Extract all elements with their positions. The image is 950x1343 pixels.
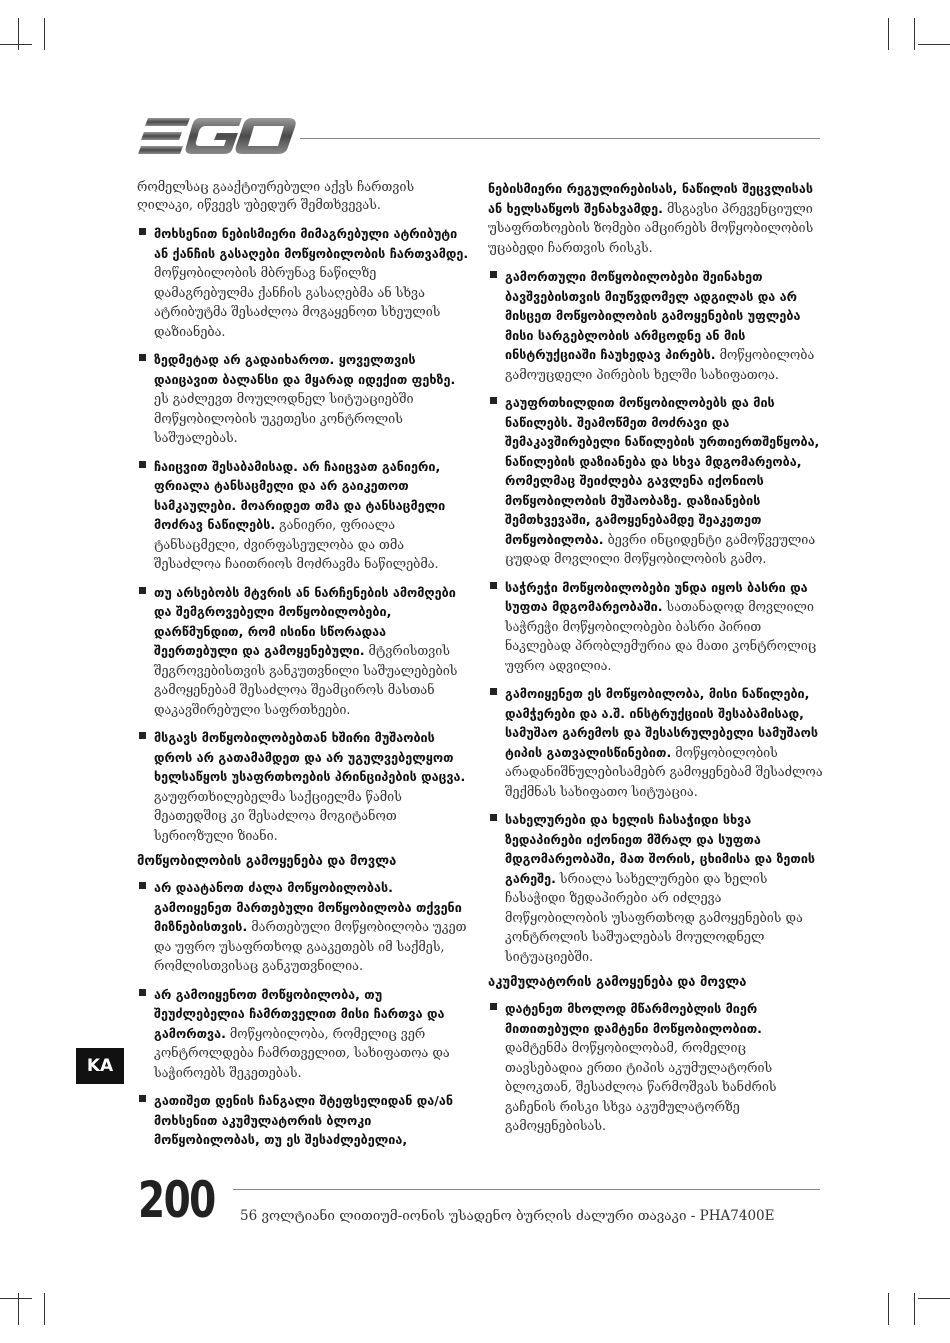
crop-mark: [918, 44, 950, 45]
crop-mark: [918, 1298, 950, 1299]
list-item: [137, 223, 472, 340]
list-item: [137, 349, 472, 447]
right-column: [488, 178, 823, 1144]
continued-text: რომელსაც გააქტიურებული აქვს ჩართვის ღილაკი, იწვევს უბედურ შემთხვევას.: [137, 179, 415, 212]
crop-mark: [0, 1298, 32, 1299]
bullet-icon: [139, 989, 146, 996]
list-item: [137, 1090, 472, 1149]
bullet-icon: [139, 882, 146, 889]
list-item: [488, 998, 823, 1135]
crop-mark: [44, 18, 45, 50]
item-bold: სახელურები და ხელის ჩასაჭიდი სხვა ზედაპირები იქონიეთ მშრალ და სუფთა მდგომარეობაში, მათ შორის, ცხიმისა და ზეთის გარეშე.: [505, 812, 816, 886]
bullet-icon: [139, 461, 146, 468]
footer-rule: [233, 1189, 820, 1190]
item-bold: დატენეთ მხოლოდ მწარმოებლის მიერ მითითებული დამტენი მოწყობილობით.: [505, 1001, 762, 1036]
bullet-icon: [139, 354, 146, 361]
list-item: [137, 877, 472, 975]
item-text: ბევრი ინციდენტი გამოწვეულია ცუდად მოვლილი მოწყობილობის გამო.: [505, 531, 816, 566]
item-text: გაუფრთხილებელმა საქციელმა წამის მეათედშიც კი შესაძლოა მოგიტანოთ სერიოზული ზიანი.: [154, 788, 402, 843]
item-bold: თუ არსებობს მტვრის ან ნარჩენების ამომღები და შემგროვებელი მოწყობილობები, დარწმუნდით, რომ ისინი სწორადაა შეერთებული და გამოყენებული.: [154, 584, 456, 658]
list-item: [488, 392, 823, 568]
left-column: [137, 178, 472, 1158]
bullet-icon: [139, 1095, 146, 1102]
item-text: სრიალა სახელურები და ხელის ჩასაჭიდი ზედაპირები არ იძლევა მოწყობილობის უსაფრთხოდ გამოყენების და კონტროლის საშუალებას მოულოდნელ სიტუაციებში.: [505, 870, 803, 964]
continued-text: [488, 178, 823, 256]
bullet-icon: [490, 1003, 497, 1010]
bullet-icon: [490, 582, 497, 589]
crop-mark: [18, 18, 19, 50]
tool-use-list: [137, 877, 472, 1149]
header-rule: [300, 138, 820, 139]
crop-mark: [914, 1293, 915, 1325]
list-item: [488, 266, 823, 383]
item-bold: არ გამოიყენოთ მოწყობილობა, თუ შეუძლებელია ჩამრთველით მისი ჩართვა და გამორთვა.: [154, 986, 445, 1041]
bullet-icon: [490, 814, 497, 821]
section-title: აკუმულატორის გამოყენება და მოვლა: [488, 975, 747, 990]
item-bold: ზედმეტად არ გადაიხაროთ. ყოველთვის დაიცავით ბალანსი და მყარად იდექით ფეხზე.: [154, 352, 456, 387]
safety-list: [488, 266, 823, 965]
item-text: მართებული მოწყობილობა უკეთ და უფრო უსაფრთხოდ გააკეთებს იმ საქმეს, რომლისთვისაც განკუთვნილია.: [154, 919, 467, 973]
safety-list: [137, 223, 472, 844]
list-item: [137, 984, 472, 1082]
item-text: მოწყობილობა, რომელიც ვერ კონტროლდება ჩამრთველით, სახიფათოა და საჭიროებს შეკეთებას.: [154, 1025, 450, 1080]
bullet-icon: [490, 397, 497, 404]
item-text: ეს გაძლევთ მოულოდნელ სიტუაციებში მოწყობილობის უკეთესი კონტროლის საშუალებას.: [154, 391, 414, 445]
bullet-icon: [490, 688, 497, 695]
list-item: [488, 683, 823, 800]
item-bold: გამორთული მოწყობილობები შეინახეთ ბავშვებისთვის მიუწვდომელ ადგილას და არ მისცეთ მოწყობილობის გამოყენების უფლება მისი სარგებლობის არმცოდნე ან მის ინსტრუქციაში ჩაუხედავ პირებს.: [505, 269, 801, 362]
list-item: [137, 582, 472, 719]
item-bold: მსგავს მოწყობილობებთან ხშირი მუშაობის დროს არ გათამამდეთ და არ უგულვებელყოთ ხელსაწყოს უსაფრთხოების პრინციპების დაცვა.: [154, 730, 466, 784]
list-item: [488, 577, 823, 675]
list-item: [137, 727, 472, 844]
bullet-icon: [139, 587, 146, 594]
item-text: დამტენმა მოწყობილობამ, რომელიც თავსებადია ერთი ტიპის აკუმულატორის ბლოკთან, შესაძლოა წარმოშვას ხანძრის გაჩენის რისკი სხვა აკუმულატორზე გამოყენებისას.: [505, 1040, 777, 1133]
language-tab: KA: [76, 1048, 124, 1084]
item-text: სათანადოდ მოვლილი საჭრეჭი მოწყობილობები ბასრი პირით ნაკლებად პრობლემურია და მათი კონტროლიც უფრო ადვილია.: [505, 599, 817, 673]
item-text: მსგავსი პრევენციული უსაფრთხოების ზომები ამცირებს მოწყობილობის უცაბედი ჩართვის რისკს.: [488, 200, 814, 255]
item-text: მოწყობილობის მბრუნავ ნაწილზე დამაგრებულმა ქანჩის გასაღებმა ან სხვა ატრიბუტმა შესაძლოა მოგაყენოთ სხეულის დაზიანება.: [154, 265, 441, 339]
item-bold: საჭრეჭი მოწყობილობები უნდა იყოს ბასრი და სუფთა მდგომარეობაში.: [505, 579, 808, 614]
footer-text: 56 ვოლტიანი ლითიუმ-იონის უსადენო ბურღის ძალური თავაკი - PHA7400E: [240, 1208, 775, 1224]
list-item: [137, 456, 472, 573]
battery-list: [488, 998, 823, 1135]
item-bold: არ დაატანოთ ძალა მოწყობილობას. გამოიყენეთ მართებული მოწყობილობა თქვენი მიზნებისთვის.: [154, 880, 462, 934]
crop-mark: [0, 44, 32, 45]
crop-mark: [914, 18, 915, 50]
bullet-icon: [139, 228, 146, 235]
crop-mark: [44, 1293, 45, 1325]
ego-logo: [138, 116, 298, 158]
page-number: 200: [138, 1171, 215, 1229]
bullet-icon: [490, 271, 497, 278]
item-text: მოწყობილობა გამოუცდელი პირების ხელში სახიფათოა.: [505, 347, 815, 382]
bullet-icon: [139, 732, 146, 739]
item-text: მტვრისთვის შეგროვებისთვის განკუთვნილი საშუალებების გამოყენებამ შესაძლოა შეამციროს მასთან დაკავშირებული საფრთხეები.: [154, 643, 458, 717]
item-text: მოწყობილობის არადანიშნულებისამებრ გამოყენებამ შესაძლოა შექმნას სახიფათო სიტუაცია.: [505, 744, 823, 799]
section-title: მოწყობილობის გამოყენება და მოვლა: [137, 854, 397, 869]
crop-mark: [888, 1293, 889, 1325]
item-bold: მოხსენით ნებისმიერი მიმაგრებული ატრიბუტი ან ქანჩის გასაღები მოწყობილობის ჩართვამდე.: [154, 226, 469, 261]
item-bold: გათიშეთ დენის ჩანგალი შტეფსელიდან და/ან მოხსენით აკუმულატორის ბლოკი მოწყობილობას, თუ ეს შესაძლებელია,: [154, 1093, 453, 1147]
item-bold: ნებისმიერი რეგულირებისას, ნაწილის შეცვლისას ან ხელსაწყოს შენახვამდე.: [488, 181, 814, 216]
item-bold: გაუფრთხილდით მოწყობილობებს და მის ნაწილებს. შეამოწმეთ მოძრავი და შემაკავშირებელი ნაწილების ურთიერთშეწყობა, ნაწილების დაზიანება და სხვა მდგომარეობა, რომელმაც შეიძლება გავლენა იქონიოს მოწყობილობის მუშაობაზე. დაზიანების შემთხვევაში, გამოყენებამდე შეაკეთეთ მოწყობილობა.: [505, 395, 820, 547]
crop-mark: [888, 18, 889, 50]
item-text: განიერი, ფრიალა ტანსაცმელი, ძვირფასეულობა და თმა შესაძლოა ჩაითრიოს მოძრავმა ნაწილებმა.: [154, 517, 439, 571]
list-item: [488, 809, 823, 965]
item-bold: გამოიყენეთ ეს მოწყობილობა, მისი ნაწილები, დამჭერები და ა.შ. ინსტრუქციის შესაბამისად, სამუშაო გარემოს და შესასრულებელი სამუშაოს ტიპის გათვალისწინებით.: [505, 686, 819, 760]
item-bold: ჩაიცვით შესაბამისად. არ ჩაიცვათ განიერი, ფრიალა ტანსაცმელი და არ გაიკეთოთ სამკაულები. მოარიდეთ თმა და ტანსაცმელი მოძრავ ნაწილებს.: [154, 458, 446, 532]
